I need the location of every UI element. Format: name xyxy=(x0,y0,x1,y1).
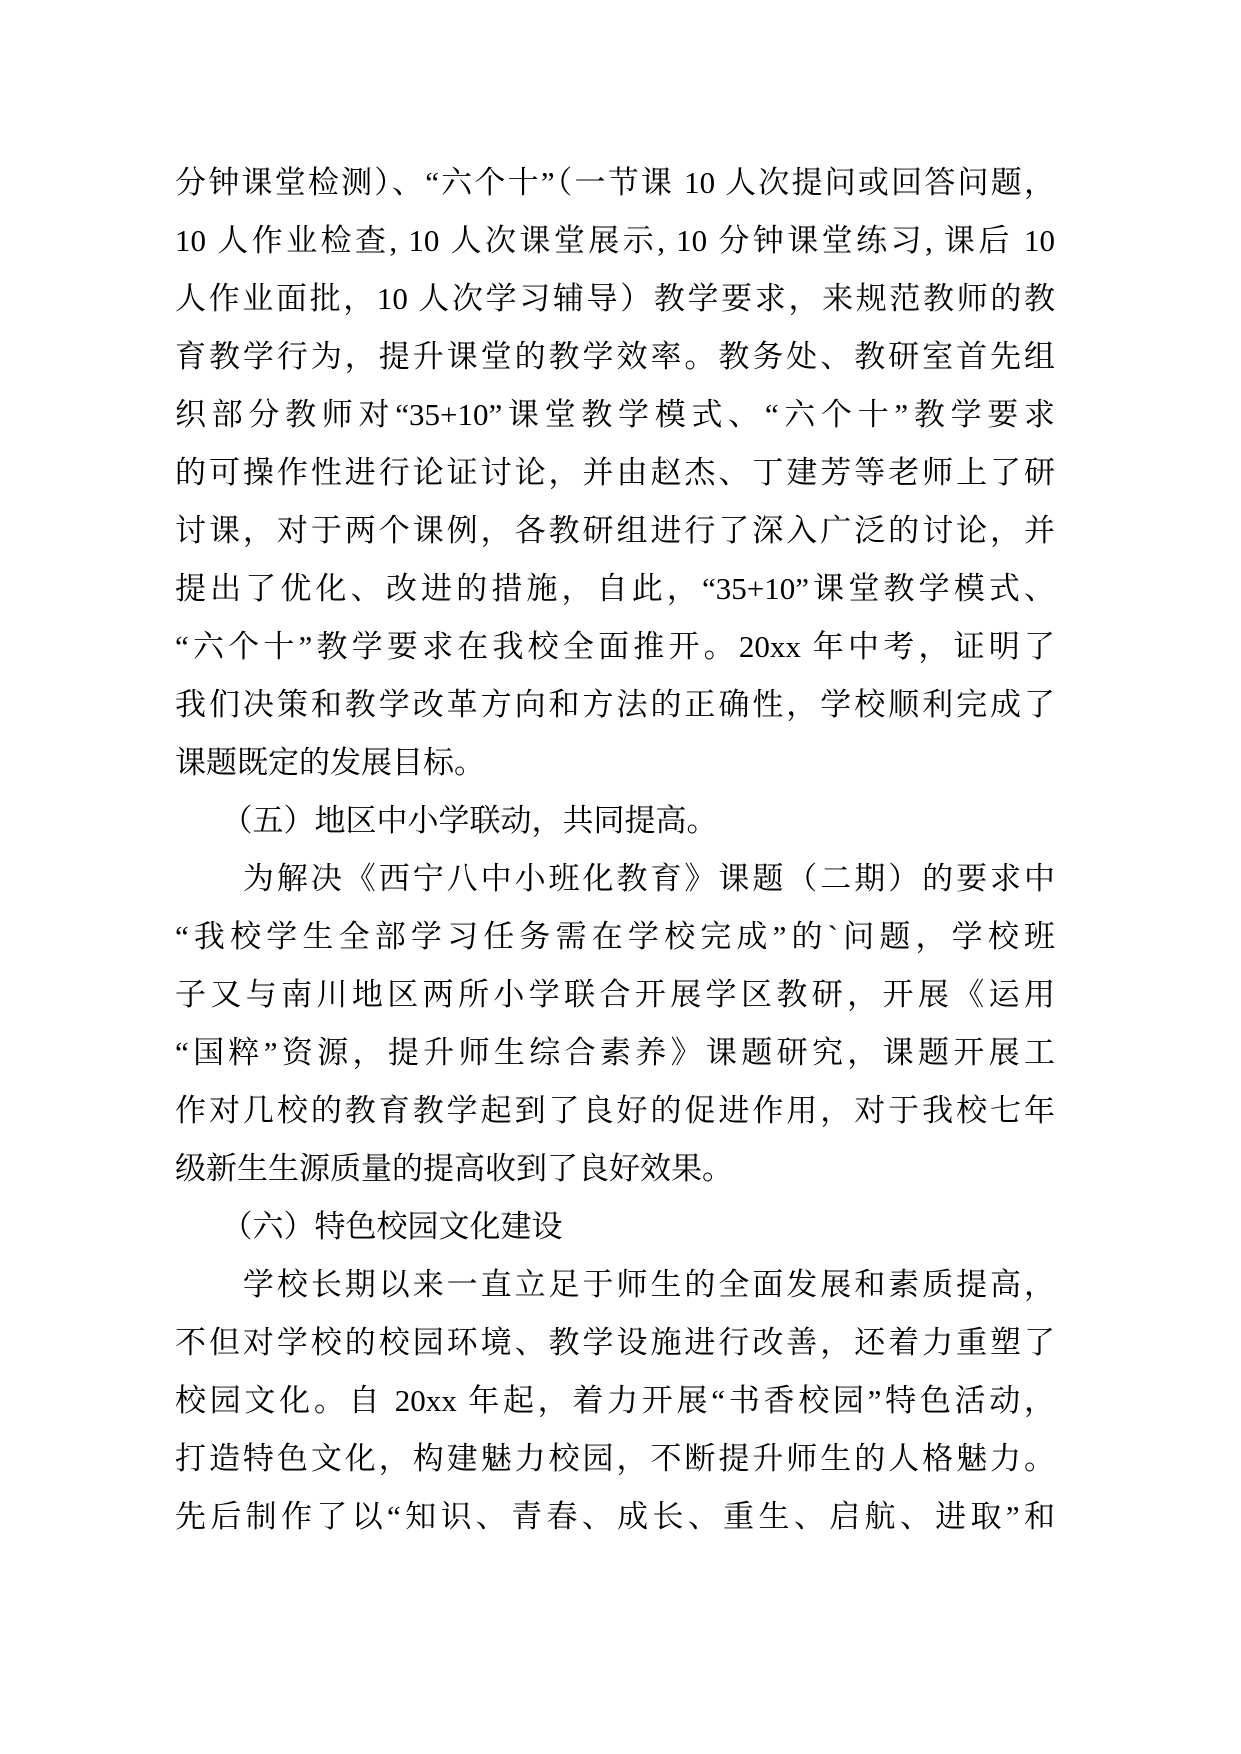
text-line: 分钟课堂检测）、“六个十”（一节课 10 人次提问或回答问题， xyxy=(175,165,1055,200)
text-line: 织部分教师对“35+10”课堂教学模式、“六个十”教学要求 xyxy=(175,397,1055,432)
text-line: 人作业面批，10 人次学习辅导）教学要求，来规范教师的教 xyxy=(175,281,1055,316)
text-line: 10 人作业检查, 10 人次课堂展示, 10 分钟课堂练习, 课后 10 xyxy=(175,223,1055,258)
text-line: 作对几校的教育教学起到了良好的促进作用，对于我校七年 xyxy=(175,1093,1055,1128)
text-line: 育教学行为，提升课堂的教学效率。教务处、教研室首先组 xyxy=(175,339,1055,374)
text-line: 打造特色文化，构建魅力校园，不断提升师生的人格魅力。 xyxy=(175,1441,1055,1476)
text-line: 子又与南川地区两所小学联合开展学区教研，开展《运用 xyxy=(175,977,1055,1012)
text-line: 不但对学校的校园环境、教学设施进行改善，还着力重塑了 xyxy=(175,1325,1055,1360)
paragraph-section-heading xyxy=(175,792,1055,850)
paragraph-body-paragraph-continues-on-next-page xyxy=(175,1256,1055,1546)
paragraph-body-paragraph xyxy=(175,850,1055,1198)
text-line: “国粹”资源，提升师生综合素养》课题研究，课题开展工 xyxy=(175,1035,1055,1070)
paragraph-body-paragraph-continued-from-previous-page xyxy=(175,154,1055,792)
text-line: 的可操作性进行论证讨论，并由赵杰、丁建芳等老师上了研 xyxy=(175,455,1055,490)
text-line: （六）特色校园文化建设 xyxy=(175,1209,563,1244)
paragraph-section-heading xyxy=(175,1198,1055,1256)
text-line: 先后制作了以“知识、青春、成长、重生、启航、进取”和 xyxy=(175,1499,1055,1534)
text-line: “我校学生全部学习任务需在学校完成”的`问题，学校班 xyxy=(175,919,1055,954)
text-line: “六个十”教学要求在我校全面推开。20xx 年中考，证明了 xyxy=(175,629,1055,664)
text-line: 级新生生源质量的提高收到了良好效果。 xyxy=(175,1151,733,1186)
text-line: 学校长期以来一直立足于师生的全面发展和素质提高， xyxy=(175,1267,1055,1302)
text-line: 我们决策和教学改革方向和方法的正确性，学校顺利完成了 xyxy=(175,687,1055,722)
text-line: 讨课，对于两个课例，各教研组进行了深入广泛的讨论，并 xyxy=(175,513,1055,548)
text-line: （五）地区中小学联动，共同提高。 xyxy=(175,803,718,838)
text-line: 校园文化。自 20xx 年起，着力开展“书香校园”特色活动， xyxy=(175,1383,1055,1418)
text-line: 为解决《西宁八中小班化教育》课题（二期）的要求中 xyxy=(175,861,1055,896)
document-text-block xyxy=(175,154,1055,1546)
text-line: 课题既定的发展目标。 xyxy=(175,745,485,780)
text-line: 提出了优化、改进的措施，自此，“35+10”课堂教学模式、 xyxy=(175,571,1055,606)
